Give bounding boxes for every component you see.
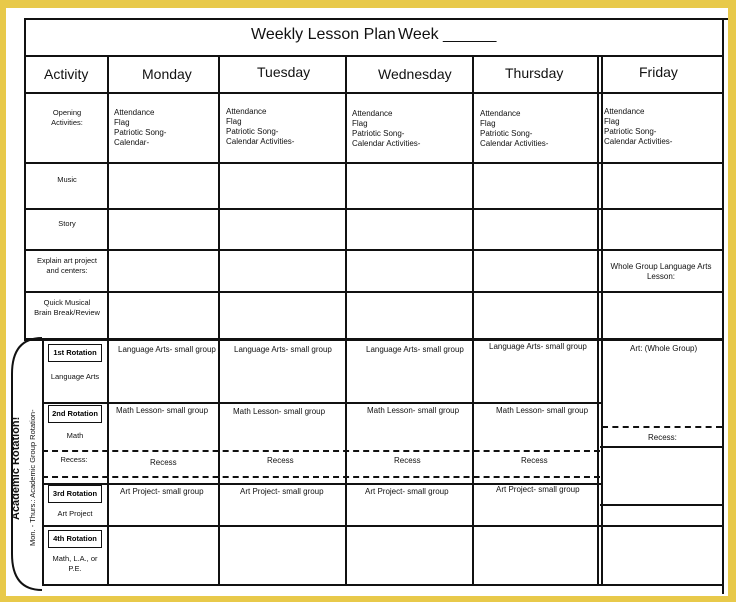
col-line — [597, 55, 599, 586]
header-activity: Activity — [44, 66, 89, 82]
row-line — [24, 55, 724, 57]
r2-wednesday: Math Lesson- small group — [367, 406, 460, 415]
r3-thursday: Art Project- small group — [496, 485, 580, 494]
recess-wednesday: Recess — [394, 456, 421, 465]
header-monday: Monday — [142, 66, 192, 82]
r3-monday: Art Project- small group — [120, 487, 204, 496]
opening-friday: Attendance Flag Patriotic Song- Calendar Activities- — [604, 107, 673, 146]
r1-monday: Language Arts- small group — [118, 345, 216, 354]
row-line — [24, 291, 724, 293]
r2-thursday: Math Lesson- small group — [496, 406, 589, 415]
activity-quick-musical: Quick Musical Brain Break/Review — [34, 298, 100, 317]
header-friday: Friday — [639, 64, 678, 80]
r1-thursday: Language Arts- small group — [489, 342, 587, 351]
row-line — [24, 249, 724, 251]
recess-dash — [42, 450, 600, 452]
rotation-4-subject: Math, L.A., or P.E. — [52, 554, 98, 573]
r3-tuesday: Art Project- small group — [240, 487, 324, 496]
rotation-1-subject: Language Arts — [50, 372, 100, 381]
header-tuesday: Tuesday — [257, 64, 311, 80]
activity-opening: Opening Activities: — [51, 108, 83, 127]
friday-explain-art: Whole Group Language Arts Lesson: — [610, 262, 712, 281]
opening-wednesday: Attendance Flag Patriotic Song- Calendar Activities- — [352, 109, 421, 148]
rotation-2-subject: Math — [66, 431, 84, 440]
col-line — [601, 55, 603, 586]
row-line — [42, 402, 602, 404]
recess-label: Recess: — [60, 455, 88, 464]
friday-recess: Recess: — [648, 433, 677, 442]
row-line-thick — [24, 338, 724, 341]
row-line — [24, 92, 724, 94]
rotation-3-box: 3rd Rotation — [48, 485, 102, 503]
frame-top — [24, 18, 728, 20]
activity-explain-art: Explain art project and centers: — [36, 256, 98, 275]
rotation-2-box: 2nd Rotation — [48, 405, 102, 423]
r2-tuesday: Math Lesson- small group — [233, 407, 326, 416]
row-line — [600, 446, 724, 448]
page-title: Weekly Lesson Plan — [251, 26, 396, 43]
r1-tuesday: Language Arts- small group — [234, 345, 332, 354]
friday-art: Art: (Whole Group) — [630, 344, 698, 353]
col-line — [107, 55, 109, 341]
rotation-1-box: 1st Rotation — [48, 344, 102, 362]
row-line — [24, 162, 724, 164]
academic-rotation-label: Academic Rotation! — [10, 416, 22, 520]
rotation-4-box: 4th Rotation — [48, 530, 102, 548]
activity-story: Story — [58, 219, 76, 228]
lesson-plan-sheet — [6, 8, 728, 596]
r2-monday: Math Lesson- small group — [116, 406, 209, 415]
week-label: Week ______ — [398, 26, 497, 43]
recess-monday: Recess — [150, 458, 177, 467]
col-line — [345, 55, 347, 586]
header-thursday: Thursday — [505, 65, 564, 81]
row-line — [600, 504, 724, 506]
recess-tuesday: Recess — [267, 456, 294, 465]
r1-wednesday: Language Arts- small group — [366, 345, 464, 354]
col-line — [472, 55, 474, 586]
activity-music: Music — [57, 175, 77, 184]
rotation-3-subject: Art Project — [57, 509, 93, 518]
row-line — [42, 525, 724, 527]
recess-thursday: Recess — [521, 456, 548, 465]
recess-dash — [602, 426, 722, 428]
frame-right — [722, 18, 724, 594]
opening-tuesday: Attendance Flag Patriotic Song- Calendar Activities- — [226, 107, 295, 146]
opening-monday: Attendance Flag Patriotic Song- Calendar- — [114, 108, 167, 147]
academic-group-rotation-label: Mon. - Thurs.: Academic Group Rotation- — [28, 409, 37, 546]
recess-dash — [42, 476, 600, 478]
opening-thursday: Attendance Flag Patriotic Song- Calendar Activities- — [480, 109, 549, 148]
frame-bottom — [42, 584, 724, 586]
r3-wednesday: Art Project- small group — [365, 487, 449, 496]
header-wednesday: Wednesday — [378, 66, 452, 82]
rotation-col-line — [107, 339, 109, 586]
col-line — [218, 55, 220, 586]
row-line — [24, 208, 724, 210]
